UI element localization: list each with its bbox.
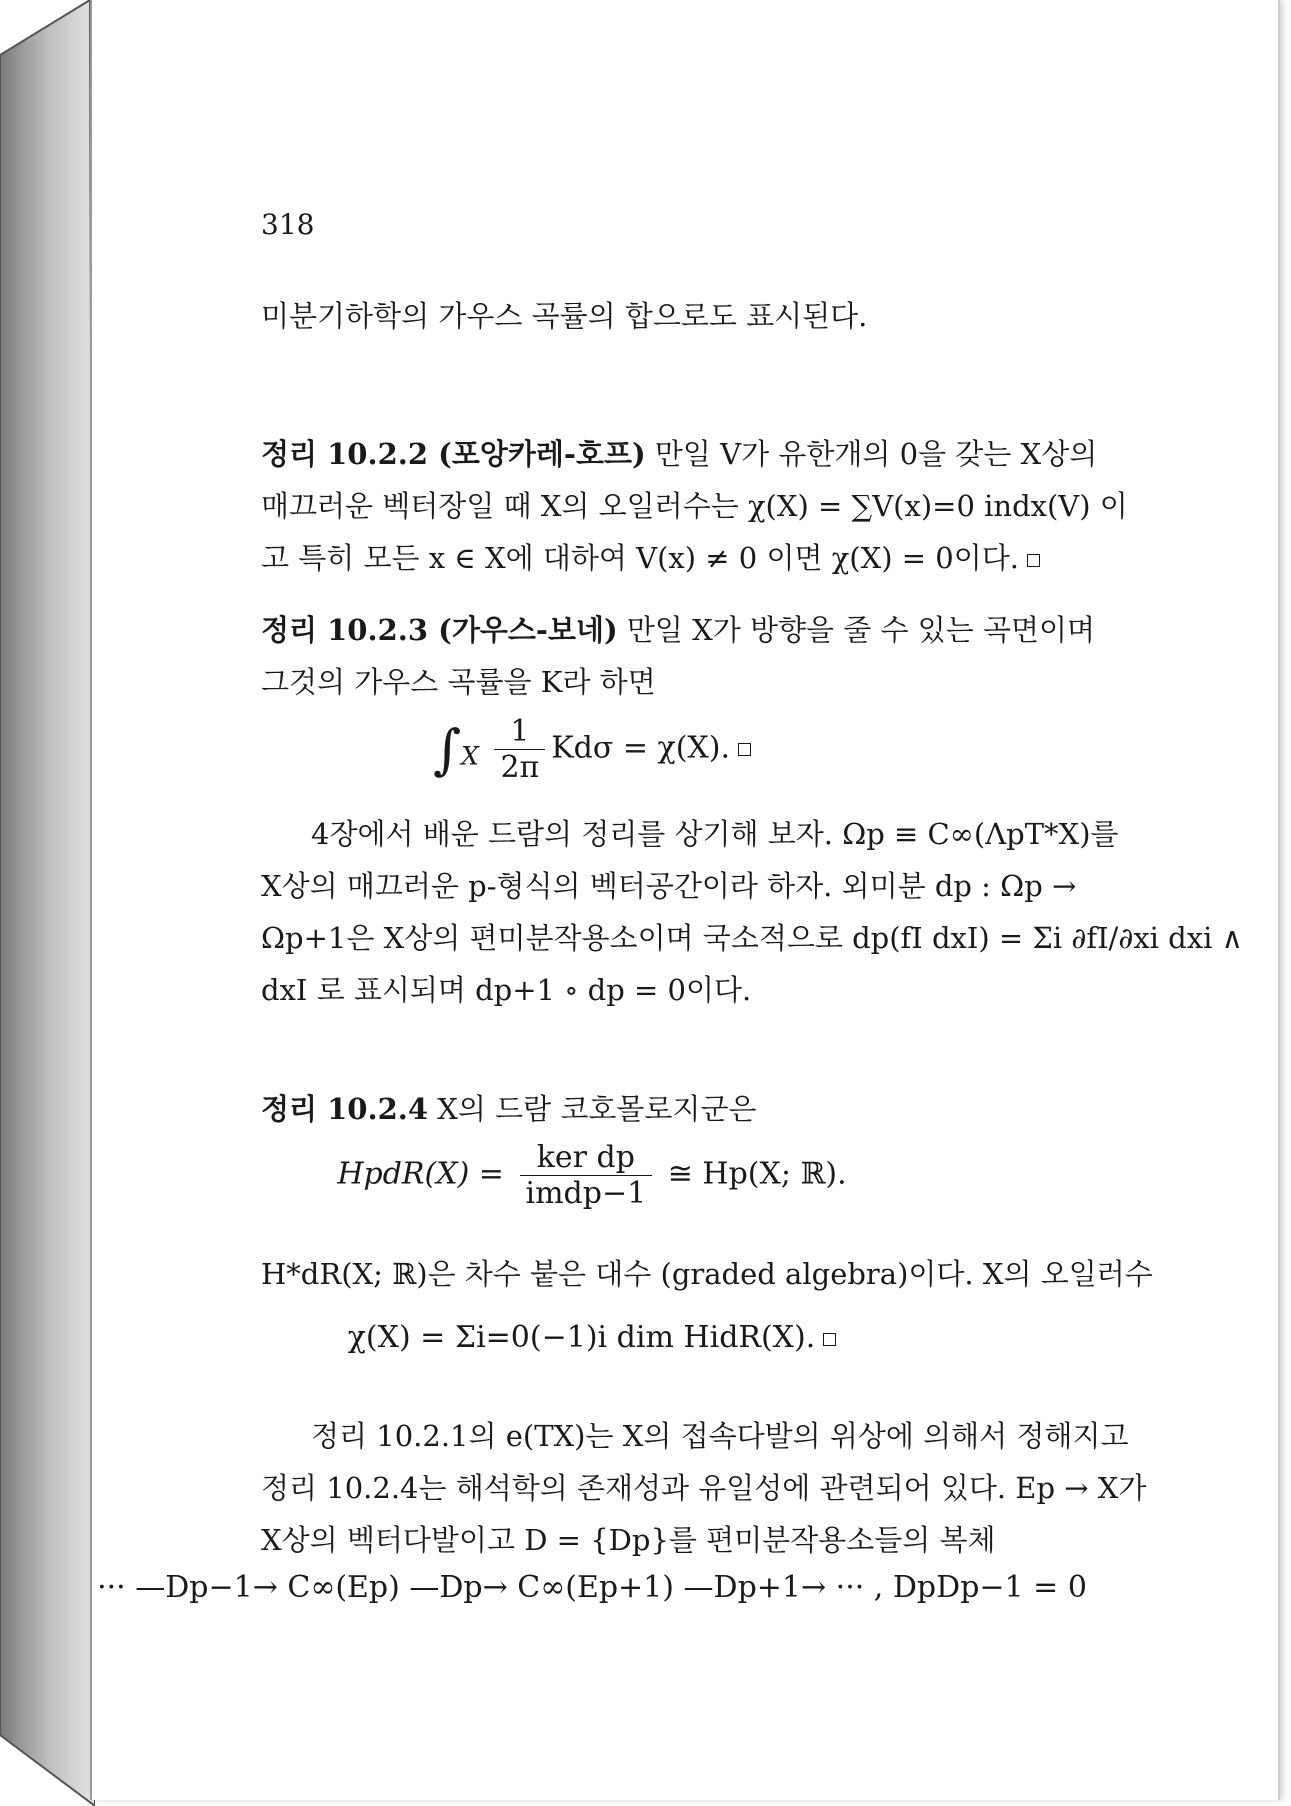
fraction-denominator: imdp−1: [525, 1176, 647, 1211]
paragraph-final: [261, 1410, 1261, 1566]
equation-rhs: ≅ Hp(X; ℝ).: [667, 1156, 847, 1192]
book-spine: [0, 0, 95, 1806]
equation-de-rham-cohomology: [92, 1140, 1092, 1211]
final-line3: X상의 벡터다발이고 D = {Dp}를 편미분작용소들의 복체: [261, 1523, 996, 1557]
equation-euler-number: [92, 1320, 1092, 1355]
equation-gauss-bonnet: [92, 714, 1092, 785]
equation-complex: [92, 1570, 1092, 1605]
theorem-10-2-2-line2: 매끄러운 벡터장일 때 X의 오일러수는 χ(X) = ∑V(x)=0 indx(V) 이: [261, 489, 1128, 523]
de-rham-line1: 4장에서 배운 드람의 정리를 상기해 보자. Ωp ≡ C∞(ΛpT*X)를: [311, 817, 1119, 851]
theorem-10-2-2: [261, 428, 1261, 584]
fraction: [494, 714, 545, 785]
fraction-denominator: 2π: [500, 750, 540, 785]
fraction-numerator: ker dp: [520, 1140, 653, 1176]
de-rham-line3: Ωp+1은 X상의 편미분작용소이며 국소적으로 dp(fI dxI) = Σi ∂fI/∂xi dxi ∧: [261, 921, 1243, 955]
complex-sequence: ··· —Dp−1→ C∞(Ep) —Dp→ C∞(Ep+1) —Dp+1→ ··· , DpDp−1 = 0: [97, 1570, 1087, 1605]
integral-domain: X: [461, 741, 479, 771]
theorem-10-2-4-line: [261, 1083, 1261, 1135]
equation-lhs: HpdR(X) =: [337, 1156, 504, 1192]
theorem-10-2-3-text1: 만일 X가 방향을 줄 수 있는 곡면이며: [617, 613, 1096, 647]
fraction: [520, 1140, 653, 1211]
graded-algebra-line: H*dR(X; ℝ)은 차수 붙은 대수 (graded algebra)이다. X의 오일러수: [261, 1257, 1153, 1291]
qed-icon: [823, 1333, 836, 1346]
theorem-10-2-2-line1: [261, 428, 1261, 480]
theorem-10-2-4-label: 정리 10.2.4: [261, 1092, 429, 1126]
de-rham-line2: X상의 매끄러운 p-형식의 벡터공간이라 하자. 외미분 dp : Ωp →: [261, 869, 1077, 903]
theorem-10-2-2-text1: 만일 V가 유한개의 0을 갖는 X상의: [645, 437, 1098, 471]
final-line1: 정리 10.2.1의 e(TX)는 X의 접속다발의 위상에 의해서 정해지고: [311, 1419, 1129, 1453]
page-number: 318: [261, 208, 315, 241]
paragraph-de-rham: [261, 808, 1261, 1016]
theorem-10-2-4: [261, 1083, 1261, 1135]
theorem-10-2-2-line3: [261, 532, 1261, 584]
theorem-10-2-3-line2: 그것의 가우스 곡률을 K라 하면: [261, 665, 656, 699]
equation-rest: Kdσ = χ(X).: [551, 730, 731, 766]
theorem-10-2-3-label: 정리 10.2.3 (가우스-보네): [261, 613, 618, 647]
fraction-numerator: 1: [494, 714, 545, 750]
euler-equation: χ(X) = Σi=0(−1)i dim HidR(X).: [347, 1320, 816, 1355]
paragraph-graded-algebra: [261, 1248, 1261, 1300]
qed-icon: [738, 743, 751, 756]
theorem-10-2-2-label: 정리 10.2.2 (포앙카레-호프): [261, 437, 646, 471]
integral-sign: ∫: [432, 718, 462, 781]
qed-icon: [1027, 554, 1040, 567]
theorem-10-2-4-text: X의 드람 코호몰로지군은: [428, 1092, 757, 1126]
de-rham-line4: dxI 로 표시되며 dp+1 ∘ dp = 0이다.: [261, 973, 752, 1007]
theorem-10-2-2-text3: 고 특히 모든 x ∈ X에 대하여 V(x) ≠ 0 이면 χ(X) = 0이다.: [261, 541, 1019, 575]
theorem-10-2-3: [261, 604, 1261, 708]
book-page: [90, 0, 1280, 1800]
intro-line: 미분기하학의 가우스 곡률의 합으로도 표시된다.: [261, 299, 868, 333]
theorem-10-2-3-line1: [261, 604, 1261, 656]
final-line2: 정리 10.2.4는 해석학의 존재성과 유일성에 관련되어 있다. Ep → X가: [261, 1471, 1147, 1505]
paragraph-intro: [261, 290, 1261, 342]
